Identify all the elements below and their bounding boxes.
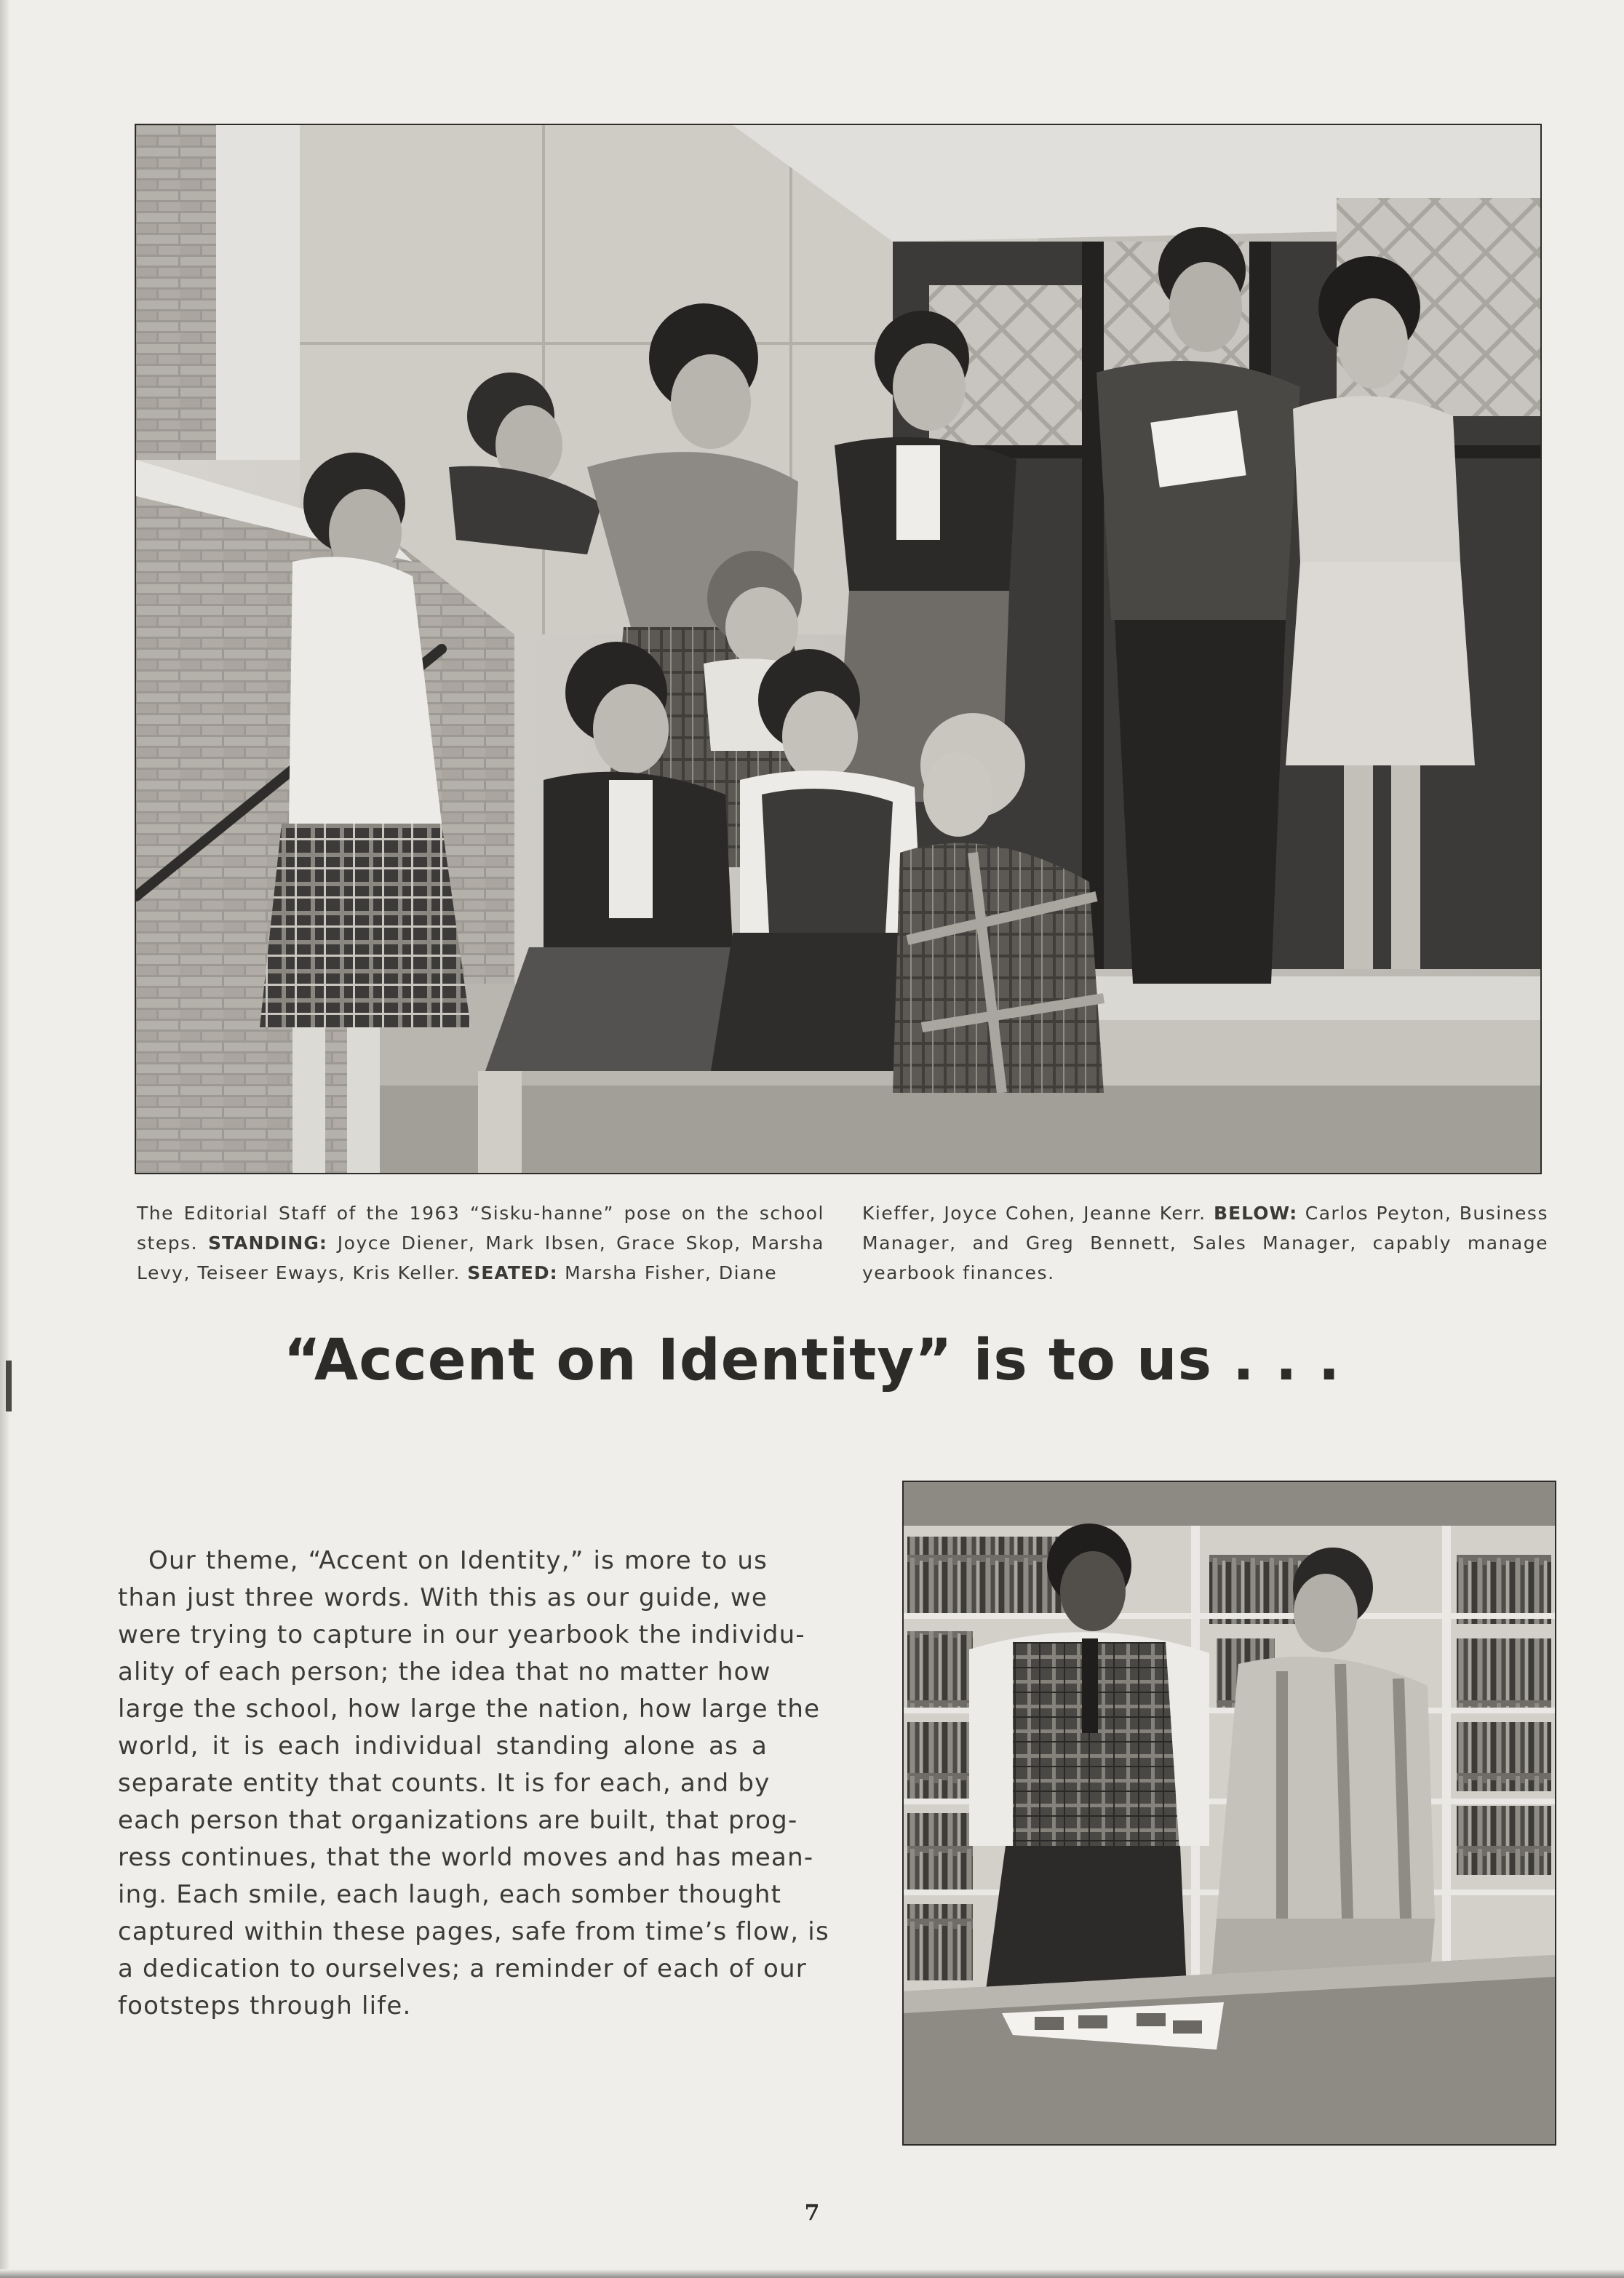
paragraph-line: ality of each person; the idea that no matter how <box>118 1657 771 1686</box>
photo-caption-left <box>137 1198 824 1288</box>
page-number: 7 <box>804 2200 820 2226</box>
paragraph-line: Our theme, “Accent on Identity,” is more to us <box>148 1546 768 1575</box>
page-headline: “Accent on Identity” is to us . . . <box>283 1328 1341 1393</box>
caption-seated-label: SEATED: <box>467 1262 558 1283</box>
paragraph-line: than just three words. With this as our guide, we <box>118 1583 768 1612</box>
paragraph-line: were trying to capture in our yearbook the individu- <box>118 1620 805 1649</box>
paragraph-line: each person that organizations are built, that prog- <box>118 1806 798 1835</box>
paragraph-line: ress continues, that the world moves and has mean- <box>118 1843 814 1872</box>
photo-caption-right <box>862 1198 1548 1288</box>
paragraph-line: a dedication to ourselves; a reminder of each of our <box>118 1954 807 1983</box>
paragraph-line: large the school, how large the nation, how large the <box>118 1694 821 1724</box>
caption-line: Manager, and Greg Bennett, Sales Manager, capably manage <box>862 1232 1548 1254</box>
caption-line: steps. STANDING: Joyce Diener, Mark Ibsen, Grace Skop, Marsha <box>137 1232 825 1254</box>
paragraph-line: captured within these pages, safe from time’s flow, is <box>118 1917 829 1946</box>
caption-line: Levy, Teiseer Eways, Kris Keller. SEATED: Marsha Fisher, Diane <box>137 1262 778 1283</box>
finance-managers-photo <box>902 1481 1556 2146</box>
caption-line: Kieffer, Joyce Cohen, Jeanne Kerr. BELOW: Carlos Peyton, Business <box>862 1203 1548 1224</box>
paragraph-line: world, it is each individual standing alone as a <box>118 1732 768 1761</box>
paragraph-line: ing. Each smile, each laugh, each somber thought <box>118 1880 782 1909</box>
page-edge <box>0 2269 1624 2278</box>
page-edge <box>0 0 10 2278</box>
caption-line: yearbook finances. <box>862 1262 1055 1283</box>
caption-below-label: BELOW: <box>1214 1203 1298 1224</box>
paragraph-line: separate entity that counts. It is for each, and by <box>118 1769 771 1798</box>
editorial-staff-photo <box>135 124 1542 1174</box>
caption-standing-label: STANDING: <box>207 1232 327 1254</box>
paragraph-line: footsteps through life. <box>118 1991 412 2020</box>
theme-paragraph <box>118 1542 829 2025</box>
caption-line: The Editorial Staff of the 1963 “Sisku-hanne” pose on the school <box>137 1203 824 1224</box>
